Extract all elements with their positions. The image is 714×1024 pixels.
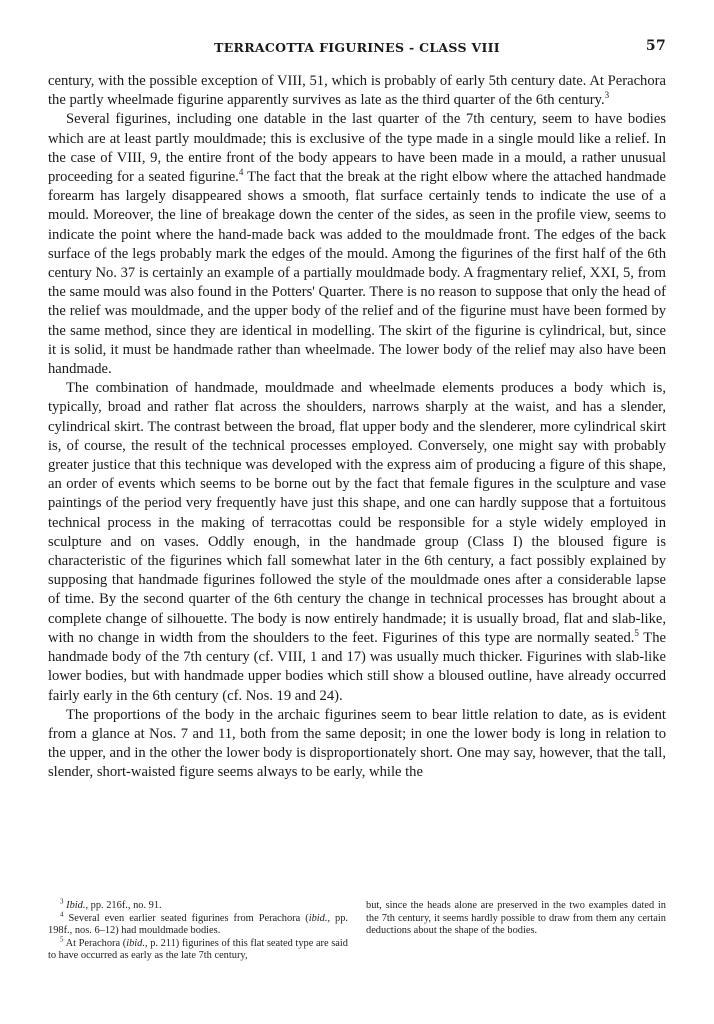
footnote-3 [48, 897, 348, 913]
footnotes-right-column [366, 900, 666, 963]
page [48, 40, 666, 783]
running-title: TERRACOTTA FIGURINES - CLASS VIII [214, 40, 500, 55]
paragraph-2-text-a: Several figurines, including one datable in the last quarter of the 7th century, seem to have bodies which are at least partly mouldmade; this is exclusive of the type made in a single mould like a relief. In the case of VIII, 9, the entire front of the body appears to have been made in a mould, a rather unusual proceeding for a seated figurine. [48, 111, 666, 186]
footnote-text: Several even earlier seated figurines from Perachora ( [68, 912, 309, 924]
paragraph-3 [48, 379, 666, 705]
footnote-ref-4[interactable]: 4 [238, 167, 244, 178]
paragraph-2-text-b: The fact that the break at the right elbow where the attached handmade forearm has largely disappeared shows a smooth, flat surface certainly tends to indicate the use of a mould. Moreover, the line of breakage down the center of the sides, as seen in the profile view, seems to indicate the point where the hand-made back was added to the mouldmade front. The edges of the back surface of the legs probably mark the edges of the mould. Among the figurines of the first half of the 6th century No. 37 is certainly an example of a partially mouldmade body. A fragmentary relief, XXI, 5, from the same mould was also found in the Potters' Quarter. There is no reason to suppose that only the head of the relief was mouldmade, and the upper body of the relief and of the figurine must have been formed by the same method, since they are identical in modelling. The skirt of the figurine is cylindrical, but, since it is solid, it must be handmade rather than wheelmade. The lower body of the relief may also have been handmade. [48, 169, 667, 378]
footnote-5-continuation: but, since the heads alone are preserved in the two examples dated in the 7th century, it seems hardly possible to draw from them any certain deductions about the shape of the bodies. [366, 900, 666, 937]
footnote-text-b: , p. 211) figurines of this flat seated type are said to have occurred as early as the late 7th century, [48, 937, 348, 962]
paragraph-3-text-b: The handmade body of the 7th century (cf. VIII, 1 and 17) was usually much thicker. Figurines with slab-like lower bodies, but with handmade upper bodies which still show a bloused outline, have already occurred fairly early in the 6th century (cf. Nos. 19 and 24). [48, 629, 666, 704]
paragraph-4 [48, 706, 666, 783]
paragraph-3-text-a: The combination of handmade, mouldmade and wheelmade elements produces a body which is, typically, broad and rather flat across the shoulders, narrows sharply at the waist, and has a slender, cylindrical skirt. The contrast between the broad, flat upper body and the slenderer, more cylindrical skirt is, of course, the result of the technical processes employed. Conversely, one might say with probably greater justice that this technique was developed with the express aim of producing a figure of this shape, an order of events which seems to be borne out by the fact that female figures in the sculpture and vase paintings of the period very frequently have just this shape, and one can hardly suppose that a fortuitous technical process in the making of terracottas could be responsible for a style widely employed in sculpture and on vases. Oddly enough, in the handmade group (Class I) the bloused figure is characteristic of the figurines which fall somewhat later in the 6th century, a fact possibly explained by supposing that handmade figurines followed the style of the mouldmade ones after a considerable lapse of time. By the second quarter of the 6th century the change in technical processes has brought about a complete change of silhouette. The body is now entirely handmade; it is usually broad, flat and slab-like, with no change in width from the shoulders to the feet. Figurines of this type are normally seated. [48, 380, 666, 646]
footnote-5 [48, 935, 348, 963]
footnote-italic: Ibid. [66, 900, 86, 911]
footnote-text-b: , pp. 198f., nos. 6–12) had mouldmade bodies. [48, 912, 349, 937]
footnotes-left-column [48, 897, 349, 963]
footnote-italic: ibid. [308, 912, 328, 924]
footnote-ref-5[interactable]: 5 [634, 628, 639, 639]
footnote-4 [48, 910, 349, 938]
footnotes [48, 897, 666, 963]
page-number: 57 [645, 38, 666, 54]
running-header [48, 40, 666, 62]
paragraph-1 [48, 72, 666, 110]
paragraph-2 [48, 110, 666, 379]
footnote-ref-3[interactable]: 3 [604, 90, 610, 101]
main-text [48, 72, 666, 783]
footnote-number: 3 [60, 897, 64, 906]
paragraph-4-text: The proportions of the body in the archaic figurines seem to bear little relation to date, as is evident from a glance at Nos. 7 and 11, both from the same deposit; in one the lower body is long in relation to the upper, and in the other the lower body is disproportionately short. One may say, however, that the tall, slender, short-waisted figure seems always to be early, while the [48, 706, 666, 781]
footnote-number: 4 [60, 910, 64, 919]
footnote-italic: ibid. [126, 937, 145, 949]
footnote-text: , pp. 216f., no. 91. [85, 900, 162, 911]
paragraph-1-text: century, with the possible exception of VIII, 51, which is probably of early 5th century date. At Perachora the partly wheelmade figurine apparently survives as late as the third quarter of the 6th century. [48, 73, 666, 109]
footnote-text: At Perachora ( [65, 937, 127, 949]
footnote-number: 5 [60, 935, 64, 944]
